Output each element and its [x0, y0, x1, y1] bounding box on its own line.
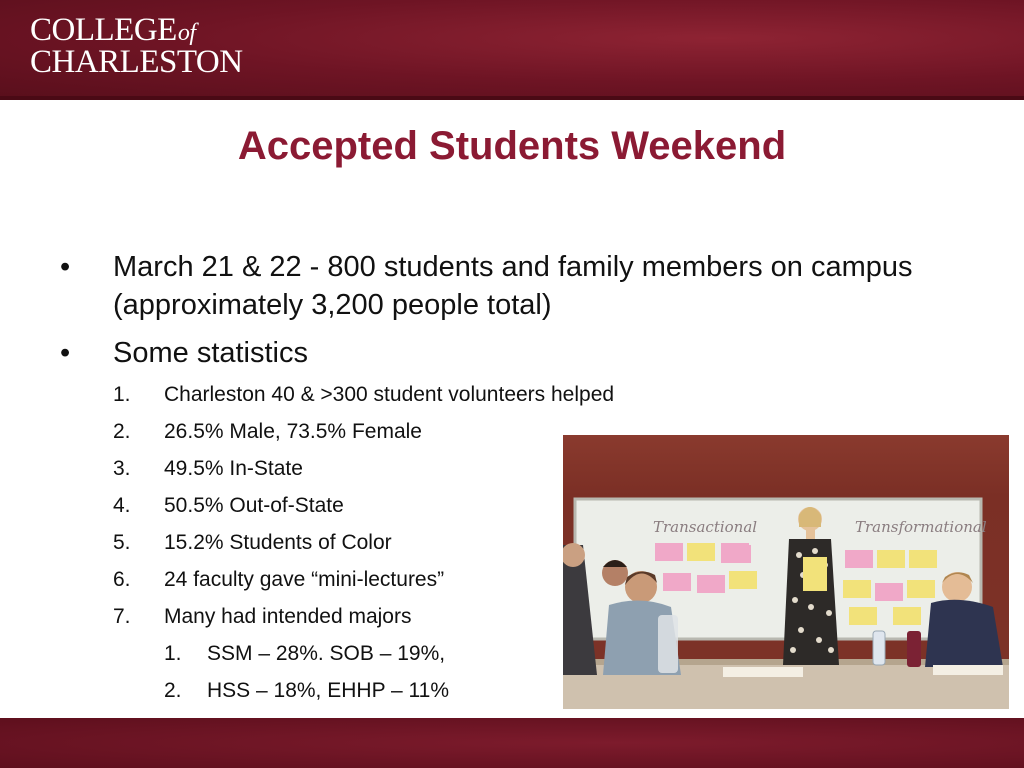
statistic-text: 15.2% Students of Color [164, 531, 392, 554]
water-bottle [658, 615, 678, 673]
list-number: 1. [164, 642, 182, 665]
college-logo [30, 14, 243, 79]
papers [933, 665, 1003, 675]
list-number: 6. [113, 568, 131, 591]
bullet-marker: • [60, 251, 71, 283]
statistic-text: Charleston 40 & >300 student volunteers helped [164, 383, 615, 406]
statistic-item [60, 382, 960, 419]
bullet-item [60, 248, 960, 324]
slide-title: Accepted Students Weekend [237, 124, 787, 168]
header-banner [0, 0, 1024, 100]
logo-line2: CHARLESTON [30, 44, 243, 80]
bullet-text: Some statistics [113, 337, 308, 369]
logo-line1: COLLEGE [30, 12, 177, 48]
list-number: 2. [113, 420, 131, 443]
list-number: 2. [164, 679, 182, 702]
water-bottle [873, 631, 885, 665]
list-number: 1. [113, 383, 131, 406]
board-label-left: Transactional [653, 518, 758, 536]
board-label-right: Transformational [855, 518, 987, 536]
statistic-text: 26.5% Male, 73.5% Female [164, 420, 422, 443]
statistic-text: 50.5% Out-of-State [164, 494, 344, 517]
major-text: SSM – 28%. SOB – 19%, [207, 642, 446, 665]
bullet-item [60, 334, 960, 372]
classroom-photo [563, 435, 1009, 709]
papers [723, 667, 803, 677]
student-partial-left [602, 560, 628, 586]
logo-of: of [177, 20, 196, 46]
footer-bar [0, 718, 1024, 768]
major-text: HSS – 18%, EHHP – 11% [207, 679, 450, 702]
list-number: 5. [113, 531, 131, 554]
bullet-marker: • [60, 337, 71, 369]
list-number: 7. [113, 605, 131, 628]
statistic-text: Many had intended majors [164, 605, 412, 628]
bullet-text: March 21 & 22 - 800 students and family members on campus (approximately 3,200 people total) [113, 251, 913, 321]
statistic-text: 24 faculty gave “mini-lectures” [164, 568, 445, 591]
drink-bottle [907, 631, 921, 667]
list-number: 4. [113, 494, 131, 517]
statistic-text: 49.5% In-State [164, 457, 303, 480]
list-number: 3. [113, 457, 131, 480]
